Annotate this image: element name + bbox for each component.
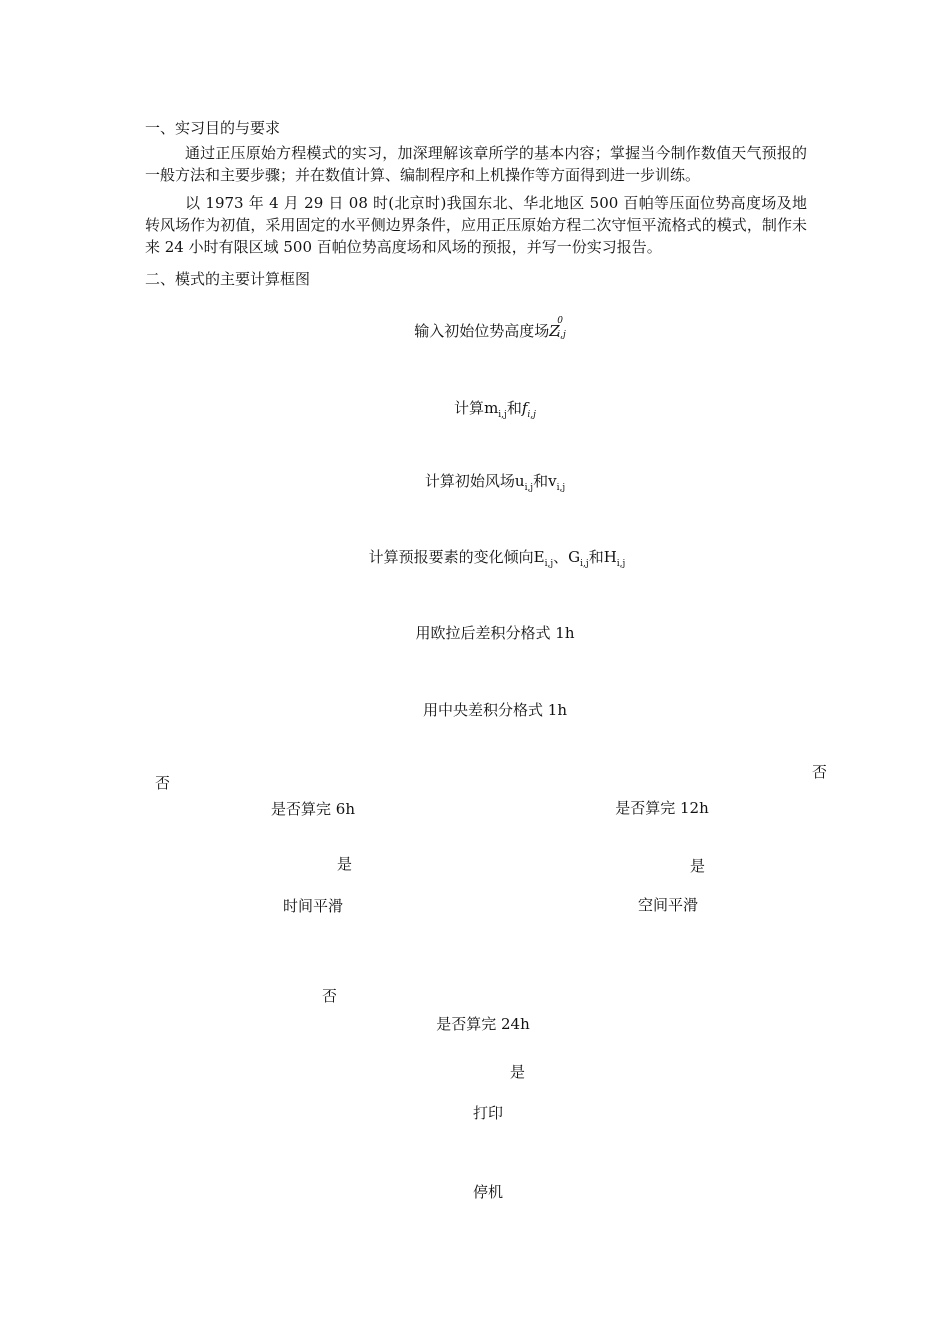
flow-step-tendency: 计算预报要素的变化倾向$E_{i,j}$、$G_{i,j}$和$H_{i,j}$	[368, 548, 626, 569]
flow-stop: 停机	[472, 1183, 504, 1201]
flow-no-24h: 否	[322, 987, 338, 1005]
flow-step-initial-wind: 计算初始风场$u_{i,j}$和$v_{i,j}$	[424, 472, 566, 493]
flow-step-central: 用中央差积分格式 1h	[423, 701, 567, 719]
flow-check-6h: 是否算完 6h	[271, 800, 355, 818]
flow-yes-12h: 是	[690, 857, 706, 875]
section2-heading: 二、模式的主要计算框图	[145, 270, 311, 288]
flow-yes-24h: 是	[510, 1063, 526, 1081]
var-z: Z 0 i,j	[549, 316, 566, 340]
flow-yes-6h: 是	[337, 855, 353, 873]
section1-heading: 一、实习目的与要求	[145, 119, 281, 137]
flow-print: 打印	[472, 1104, 504, 1122]
paragraph-purpose: 通过正压原始方程模式的实习，加深理解该章所学的基本内容；掌握当今制作数值天气预报的一般方法和主要步骤；并在数值计算、编制程序和上机操作等方面得到进一步训练。	[145, 144, 807, 184]
flow-step-input-height: 输入初始位势高度场Z 0 i,j	[414, 316, 566, 340]
flow-no-right: 否	[812, 763, 828, 781]
flow-no-left: 否	[155, 774, 171, 792]
flow-step-euler: 用欧拉后差积分格式 1h	[415, 624, 575, 642]
flow-check-24h: 是否算完 24h	[436, 1015, 530, 1033]
paragraph-task: 以 1973 年 4 月 29 日 08 时(北京时)我国东北、华北地区 500 百帕等压面位势高度场及地转风场作为初值，采用固定的水平侧边界条件，应用正压原始方程二次守恒平流格式的模式，制作未来 24 小时有限区域 500 百帕位势高度场和风场的预报，并写一份实习报告。	[145, 194, 807, 256]
flow-step-compute-m-f: 计算$m_{i,j}$和$f_{i,j}$	[454, 399, 536, 420]
flow-time-smooth: 时间平滑	[282, 897, 344, 915]
flow-check-12h: 是否算完 12h	[615, 799, 709, 817]
flow-space-smooth: 空间平滑	[637, 896, 699, 914]
